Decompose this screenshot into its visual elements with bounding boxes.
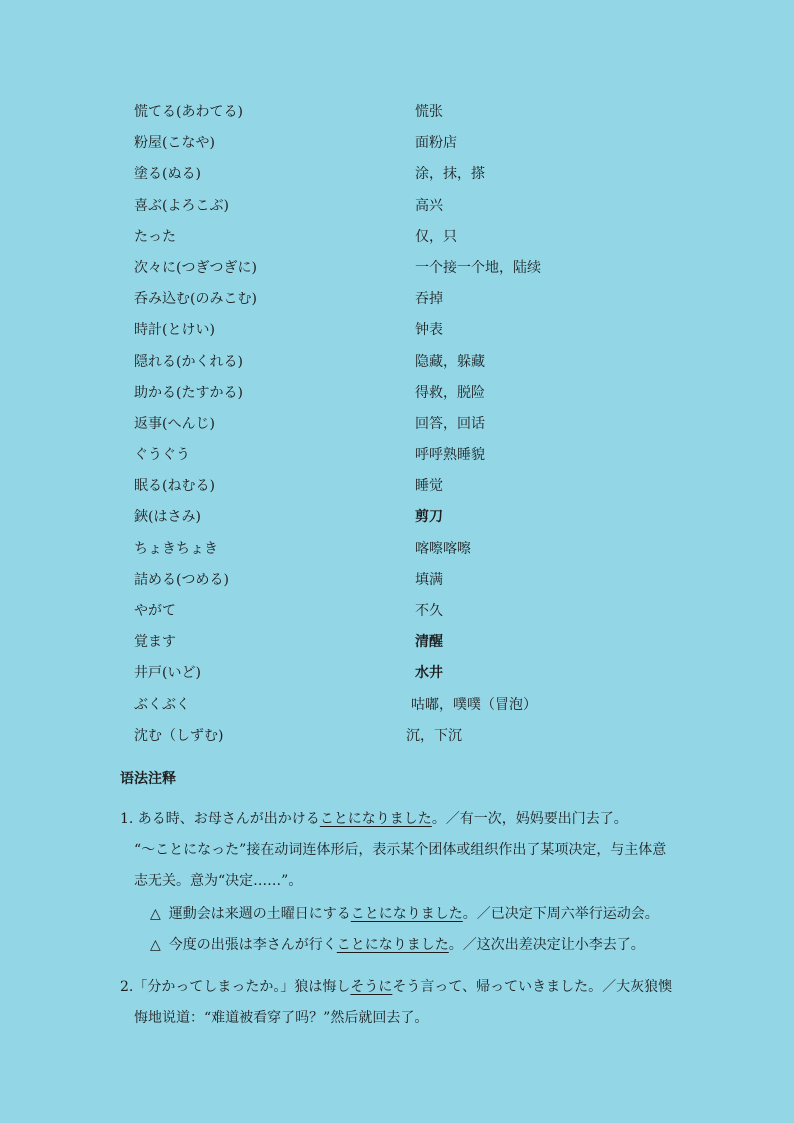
vocab-row <box>134 256 694 287</box>
vocab-japanese: ぶくぶく <box>134 696 190 713</box>
vocab-chinese: 得救，脱险 <box>415 384 485 401</box>
vocab-row <box>134 412 694 443</box>
vocab-row <box>134 100 694 131</box>
vocab-row <box>134 630 694 661</box>
note-1-sentence: 1. ある時、お母さんが出かけることになりました。／有一次，妈妈要出门去了。 <box>120 811 628 827</box>
vocab-chinese: 钟表 <box>415 322 443 339</box>
note-1-explanation-line-1: “～ことになった”接在动词连体形后，表示某个团体或组织作出了某项决定，与主体意 <box>134 842 667 858</box>
grammar-note-1 <box>120 804 680 897</box>
vocab-chinese: 慌张 <box>415 104 443 120</box>
vocab-row <box>134 661 694 692</box>
vocab-row <box>134 162 694 193</box>
vocab-japanese: 鋏(はさみ) <box>134 509 201 526</box>
vocab-row <box>134 381 694 412</box>
vocab-japanese: 次々に(つぎつぎに) <box>134 259 257 276</box>
vocab-row <box>134 599 694 630</box>
vocab-chinese: 呼呼熟睡貌 <box>415 447 485 464</box>
vocab-japanese: 覚ます <box>134 634 176 651</box>
vocab-chinese: 咕嘟，噗噗（冒泡） <box>411 696 537 713</box>
note-2-line-2: 悔地说道：“难道被看穿了吗？”然后就回去了。 <box>134 1010 429 1026</box>
grammar-note-2 <box>120 972 680 1034</box>
vocab-japanese: 返事(へんじ) <box>134 415 215 432</box>
vocab-chinese: 回答，回话 <box>415 415 485 432</box>
vocab-chinese: 吞掉 <box>415 291 443 308</box>
vocab-japanese: 井戸(いど) <box>134 665 201 682</box>
vocab-chinese: 喀嚓喀嚓 <box>415 540 471 557</box>
triangle-marker-icon: △ <box>150 937 161 953</box>
vocab-chinese: 水井 <box>415 665 443 682</box>
vocab-chinese: 隐藏，躲藏 <box>415 353 485 370</box>
vocab-chinese: 剪刀 <box>415 509 443 526</box>
vocab-row <box>134 505 694 536</box>
vocab-row <box>134 474 694 505</box>
vocab-chinese: 睡觉 <box>415 478 443 495</box>
vocab-row <box>134 350 694 381</box>
vocab-japanese: 沈む（しずむ) <box>134 727 224 744</box>
vocab-japanese: 時計(とけい) <box>134 322 215 339</box>
example-sentence-2: △ 今度の出張は李さんが行くことになりました。／这次出差决定让小李去了。 <box>150 933 645 957</box>
vocab-japanese: やがて <box>134 603 176 619</box>
vocab-row <box>134 537 694 568</box>
vocab-row <box>134 131 694 162</box>
vocab-japanese: ぐうぐう <box>134 447 190 464</box>
vocab-row <box>134 443 694 474</box>
grammar-section-title: 语法注释 <box>120 771 176 787</box>
vocab-row <box>134 693 694 724</box>
vocab-chinese: 面粉店 <box>415 135 457 152</box>
vocab-japanese: ちょきちょき <box>134 540 218 557</box>
vocab-chinese: 高兴 <box>415 197 443 214</box>
vocab-japanese: 慌てる(あわてる) <box>134 104 243 120</box>
vocab-row <box>134 194 694 225</box>
vocab-japanese: 塗る(ぬる) <box>134 166 201 183</box>
vocab-row <box>134 568 694 599</box>
vocab-row <box>134 724 694 755</box>
vocab-japanese: 助かる(たすかる) <box>134 384 243 401</box>
vocab-chinese: 沉，下沉 <box>406 727 462 744</box>
vocab-japanese: 眠る(ねむる) <box>134 478 215 495</box>
note-2-sentence: 2.「分かってしまったか。」狼は悔しそうにそう言って、帰っていきました。／大灰狼懊 <box>120 979 673 995</box>
vocab-chinese: 一个接一个地，陆续 <box>415 259 541 276</box>
vocab-japanese: 呑み込む(のみこむ) <box>134 291 257 308</box>
vocab-row <box>134 287 694 318</box>
vocab-japanese: 詰める(つめる) <box>134 571 229 588</box>
vocab-chinese: 清醒 <box>415 634 443 651</box>
grammar-point-underline: ことになりました <box>319 811 432 827</box>
vocab-japanese: たった <box>134 228 176 245</box>
vocab-chinese: 填满 <box>415 571 443 588</box>
example-sentence-1: △ 運動会は来週の土曜日にすることになりました。／已决定下周六举行运动会。 <box>150 902 659 926</box>
triangle-marker-icon: △ <box>150 906 161 922</box>
note-1-explanation-line-2: 志无关。意为“决定……”。 <box>134 873 303 889</box>
vocab-chinese: 涂，抹，搽 <box>415 166 485 183</box>
vocab-japanese: 粉屋(こなや) <box>134 135 215 152</box>
vocab-row <box>134 318 694 349</box>
vocab-japanese: 隠れる(かくれる) <box>134 353 243 370</box>
vocab-chinese: 不久 <box>415 603 443 619</box>
vocab-row <box>134 225 694 256</box>
vocabulary-list <box>134 100 694 755</box>
vocab-chinese: 仅，只 <box>415 228 457 245</box>
vocab-japanese: 喜ぶ(よろこぶ) <box>134 197 229 214</box>
